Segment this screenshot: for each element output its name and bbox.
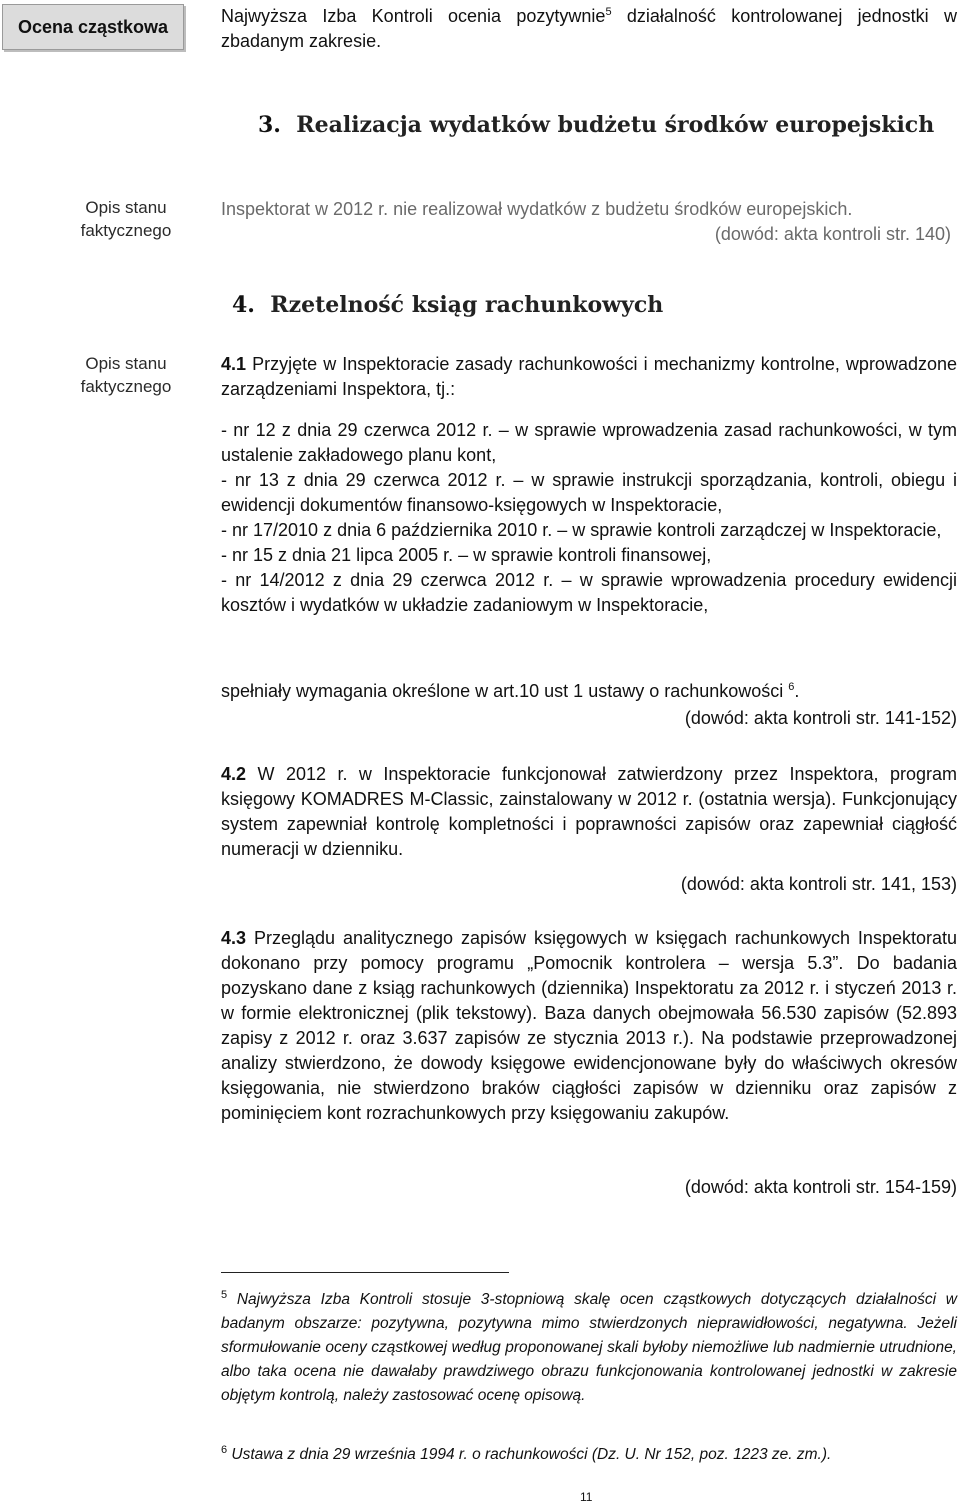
paragraph-4-3-text: Przeglądu analitycznego zapisów księgowych w księgach rachunkowych Inspektoratu dokonano przy pomocy programu „Pomocnik kontrolera – wersja 5.3”. Do badania pozyskano dane z ksiąg rachunkowych (dziennika) Inspektoratu za 2012 r. i styczeń 2013 r. w formie elektronicznej (plik tekstowy). Baza danych obejmowała 56.530 zapisów (52.893 zapisy z 2012 r. oraz 3.637 zapisów ze stycznia 2013 r.). Na podstawie przeprowadzonej analizy stwierdzono, że dowody księgowe ewidencjonowane były do właściwych okresów księgowania, nie stwierdzono braków ciągłości zapisów w dzienniku oraz zapisów z pominięciem kont rozrachunkowych przy księgowaniu zakupów.	[221, 928, 957, 1123]
paragraph-4-2-evidence: (dowód: akta kontroli str. 141, 153)	[680, 874, 957, 894]
paragraph-4-2	[221, 762, 957, 862]
list-item: - nr 15 z dnia 21 lipca 2005 r. – w sprawie kontroli finansowej,	[221, 545, 712, 565]
state-description-label-2: Opis stanu faktycznego	[80, 354, 172, 396]
footnote-6-text: Ustawa z dnia 29 września 1994 r. o rachunkowości (Dz. U. Nr 152, poz. 1223 ze. zm.).	[227, 1446, 832, 1463]
conclusion-end: .	[794, 681, 800, 701]
paragraph-4-3-number: 4.3	[221, 928, 247, 948]
section-3-number: 3.	[258, 112, 281, 138]
section-4-heading	[232, 292, 663, 318]
list-item: - nr 12 z dnia 29 czerwca 2012 r. – w sprawie wprowadzenia zasad rachunkowości, w tym ustalenie zakładowego planu kont,	[221, 420, 957, 465]
footnote-ref-5: 5	[605, 6, 612, 18]
footnote-separator	[221, 1272, 509, 1273]
section-3-evidence: (dowód: akta kontroli str. 140)	[714, 224, 951, 244]
footnote-5-mark: 5	[221, 1288, 228, 1301]
paragraph-4-3-evidence: (dowód: akta kontroli str. 154-159)	[684, 1177, 957, 1197]
paragraph-4-2-text: W 2012 r. w Inspektoracie funkcjonował zatwierdzony przez Inspektora, program księgowy KOMADRES M-Classic, zainstalowany w 2012 r. (ostatnia wersja). Funkcjonujący system zapewniał kontrolę kompletności i poprawności zapisów oraz zapewniał ciągłość numeracji w dzienniku.	[221, 764, 957, 859]
page-number: 11	[580, 1490, 593, 1504]
footnote-5	[221, 1288, 957, 1408]
footnote-6	[221, 1443, 957, 1467]
paragraph-4-1-evidence: (dowód: akta kontroli str. 141-152)	[684, 708, 957, 728]
assessment-text: Najwyższa Izba Kontroli ocenia pozytywnie	[221, 6, 606, 26]
state-description-label-1: Opis stanu faktycznego	[80, 198, 172, 240]
paragraph-4-1-number: 4.1	[221, 354, 247, 374]
footnote-ref-6: 6	[788, 681, 795, 693]
list-item: - nr 17/2010 z dnia 6 października 2010 r. – w sprawie kontroli zarządczej w Inspektoracie,	[221, 520, 942, 540]
assessment-text-end: działalność kontrolowanej jednostki w zbadanym zakresie.	[221, 6, 957, 51]
paragraph-4-1-intro	[221, 352, 957, 402]
footnote-6-mark: 6	[221, 1443, 228, 1456]
partial-assessment-label: Ocena cząstkowa	[2, 4, 184, 50]
list-item: - nr 13 z dnia 29 czerwca 2012 r. – w sprawie instrukcji sporządzania, kontroli, obiegu i ewidencji dokumentów finansowo-księgowych w Inspektoracie,	[221, 470, 957, 515]
section-3-title: Realizacja wydatków budżetu środków europejskich	[296, 112, 935, 138]
section-3-body: Inspektorat w 2012 r. nie realizował wydatków z budżetu środków europejskich.	[221, 199, 853, 219]
assessment-paragraph	[221, 4, 957, 54]
paragraph-4-2-number: 4.2	[221, 764, 247, 784]
conclusion-text: spełniały wymagania określone w art.10 ust 1 ustawy o rachunkowości	[221, 681, 789, 701]
paragraph-4-3	[221, 926, 957, 1126]
section-3-heading	[258, 112, 934, 138]
section-4-title: Rzetelność ksiąg rachunkowych	[270, 292, 664, 318]
section-4-number: 4.	[232, 292, 255, 318]
paragraph-4-1-text: Przyjęte w Inspektoracie zasady rachunkowości i mechanizmy kontrolne, wprowadzone zarządzeniami Inspektora, tj.:	[221, 354, 957, 399]
footnote-5-text: Najwyższa Izba Kontroli stosuje 3-stopniową skalę ocen cząstkowych dotyczących działalności w badanym obszarze: pozytywna, pozytywna mimo stwierdzonych nieprawidłowości, negatywna. Jeżeli sformułowanie oceny cząstkowej według proponowanej skali byłoby niemożliwe lub nadmiernie utrudnione, albo taka ocena nie dawałaby prawdziwego obrazu funkcjonowania kontrolowanej jednostki w zakresie objętym kontrolą, należy zastosować ocenę opisową.	[221, 1291, 957, 1404]
paragraph-4-1-conclusion	[221, 679, 957, 704]
list-item: - nr 14/2012 z dnia 29 czerwca 2012 r. – w sprawie wprowadzenia procedury ewidencji kosztów i wydatków w układzie zadaniowym w Inspektoracie,	[221, 570, 957, 615]
regulations-list	[221, 418, 957, 618]
